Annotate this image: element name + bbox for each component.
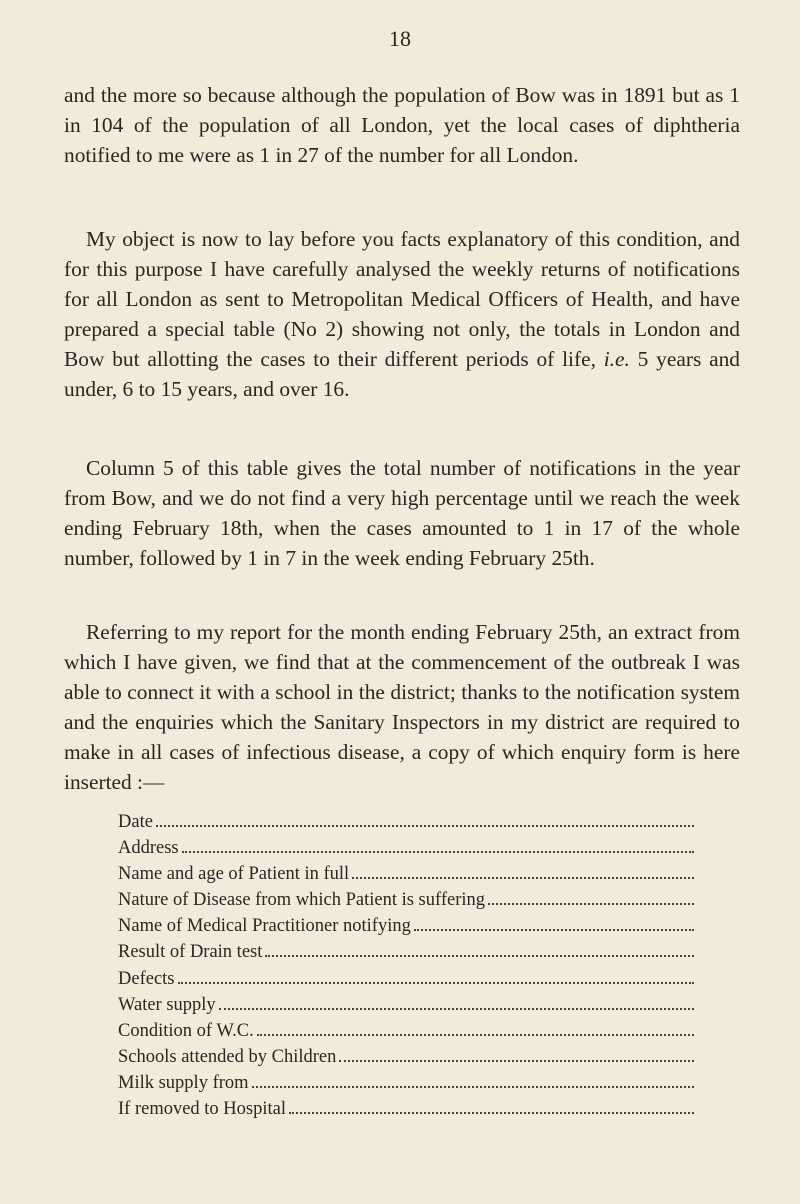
dotted-leader: [352, 877, 694, 879]
dotted-leader: [488, 903, 694, 905]
dotted-leader: [252, 1086, 694, 1088]
form-label: Condition of W.C.: [118, 1020, 254, 1041]
form-row-milk-supply: [118, 1073, 694, 1099]
paragraph-4-body: [64, 617, 740, 797]
dotted-leader: [156, 825, 694, 827]
paragraph-3: [64, 453, 740, 573]
form-row-hospital: [118, 1099, 694, 1125]
form-label: Milk supply from: [118, 1072, 249, 1093]
form-label: Nature of Disease from which Patient is suffering: [118, 890, 485, 911]
form-row-address: [118, 838, 694, 864]
form-row-wc-condition: [118, 1021, 694, 1047]
form-label: If removed to Hospital: [118, 1099, 286, 1120]
paragraph-2-ie: i.e.: [603, 347, 630, 371]
paragraph-3-body: [64, 453, 740, 573]
paragraph-4-text: Referring to my report for the month ending February 25th, an extract from which I have given, we find that at the commencement of the outbreak I was able to connect it with a school in the district; thanks to the notification system and the enquiries which the Sanitary Inspectors in my district are required to make in all cases of infectious disease, a copy of which enquiry form is here inserted :—: [64, 620, 740, 794]
paragraph-2-text-before: My object is now to lay before you facts explanatory of this condition, and for this purpose I have carefully analysed the weekly returns of notifications for all London as sent to Metropolitan Medical Officers of Health, and have prepared a special table (No 2) showing not only, the totals in London and Bow but allotting the cases to their different periods of life,: [64, 227, 740, 371]
enquiry-form: [118, 812, 694, 1125]
form-label: Schools attended by Children: [118, 1046, 337, 1067]
dotted-leader: [414, 929, 694, 931]
dotted-leader: [219, 1008, 694, 1010]
dotted-leader: [178, 982, 695, 984]
form-row-defects: [118, 969, 694, 995]
paragraph-1-text: and the more so because although the population of Bow was in 1891 but as 1 in 104 of the population of all London, yet the local cases of diphtheria notified to me were as 1 in 27 of the number for all London.: [64, 83, 740, 167]
form-row-patient-name: [118, 864, 694, 890]
dotted-leader: [182, 851, 694, 853]
paragraph-2-body: [64, 224, 740, 404]
form-row-date: [118, 812, 694, 838]
dotted-leader: [265, 955, 694, 957]
paragraph-2: [64, 224, 740, 404]
form-label: Defects: [118, 968, 175, 989]
form-label: Date: [118, 812, 153, 832]
form-label: Name of Medical Practitioner notifying: [118, 916, 411, 937]
paragraph-1: [64, 80, 740, 170]
form-row-schools: [118, 1047, 694, 1073]
paragraph-2-text-after: 5 years and under, 6 to 15 years, and over 16.: [64, 347, 740, 401]
dotted-leader: [339, 1060, 694, 1062]
form-row-drain-test: [118, 942, 694, 968]
paragraph-3-text: Column 5 of this table gives the total number of notifications in the year from Bow, and we do not find a very high percentage until we reach the week ending February 18th, when the cases amounted to 1 in 17 of the whole number, followed by 1 in 7 in the week ending February 25th.: [64, 456, 740, 570]
form-label: Water supply: [118, 994, 216, 1015]
form-label: Address: [118, 838, 179, 859]
dotted-leader: [289, 1112, 694, 1114]
form-label: Result of Drain test: [118, 942, 263, 963]
form-label: Name and age of Patient in full: [118, 864, 350, 885]
dotted-leader: [257, 1034, 694, 1036]
form-row-water-supply: [118, 995, 694, 1021]
form-row-practitioner: [118, 916, 694, 942]
page-number: 18: [389, 26, 411, 51]
form-row-disease: [118, 890, 694, 916]
paragraph-4: [64, 617, 740, 797]
